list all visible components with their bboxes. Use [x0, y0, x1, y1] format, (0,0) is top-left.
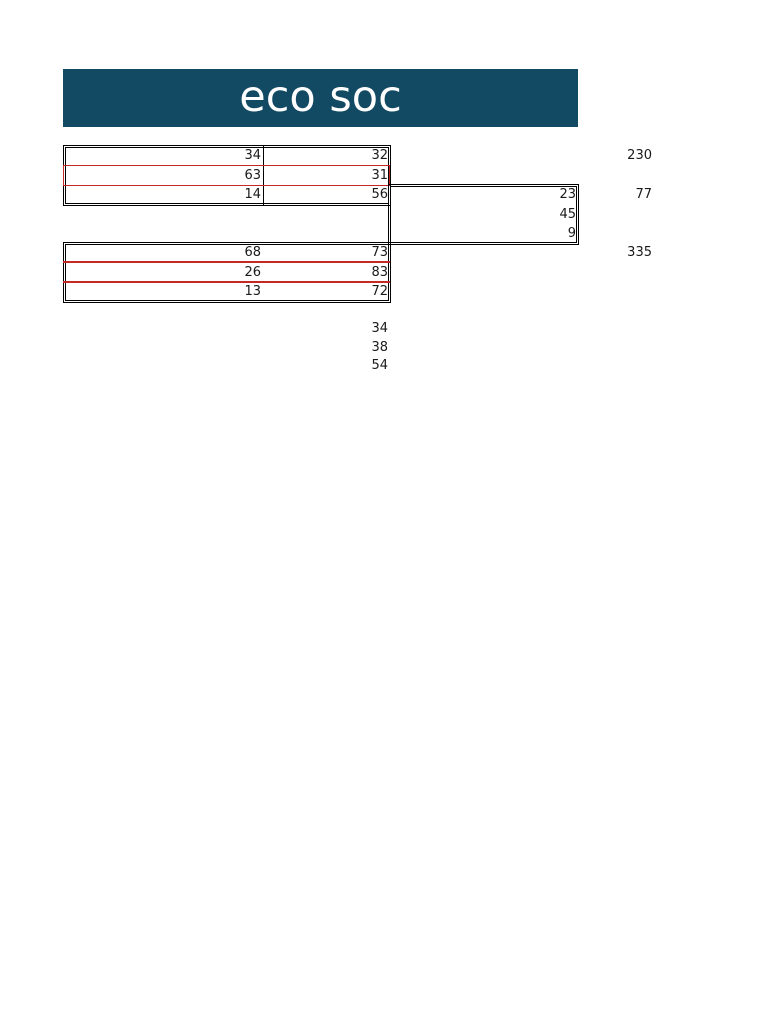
- total-3: 335: [627, 245, 652, 260]
- block-c-r3: 9: [567, 226, 576, 241]
- block-c-r2: 45: [559, 207, 576, 222]
- total-2: 77: [635, 187, 652, 202]
- page-title: eco soc: [239, 71, 402, 122]
- block-a-r2-a: 63: [244, 168, 261, 183]
- list-d-item-2: 38: [371, 340, 388, 355]
- list-d-item-3: 54: [371, 358, 388, 373]
- block-c-r1: 23: [559, 187, 576, 202]
- title-banner: [63, 69, 578, 127]
- block-a-r1-b: 32: [371, 148, 388, 163]
- block-a-r3-b: 56: [371, 187, 388, 202]
- block-b-r1-a: 68: [244, 245, 261, 260]
- block-b-r2-a: 26: [244, 265, 261, 280]
- block-b-r2-b: 83: [371, 265, 388, 280]
- block-a-r3-a: 14: [244, 187, 261, 202]
- block-a-r1-a: 34: [244, 148, 261, 163]
- block-a-r2-b: 31: [371, 168, 388, 183]
- block-b-r3-a: 13: [244, 284, 261, 299]
- block-b-r3-b: 72: [371, 284, 388, 299]
- total-1: 230: [627, 148, 652, 163]
- list-d-item-1: 34: [371, 321, 388, 336]
- block-b-r1-b: 73: [371, 245, 388, 260]
